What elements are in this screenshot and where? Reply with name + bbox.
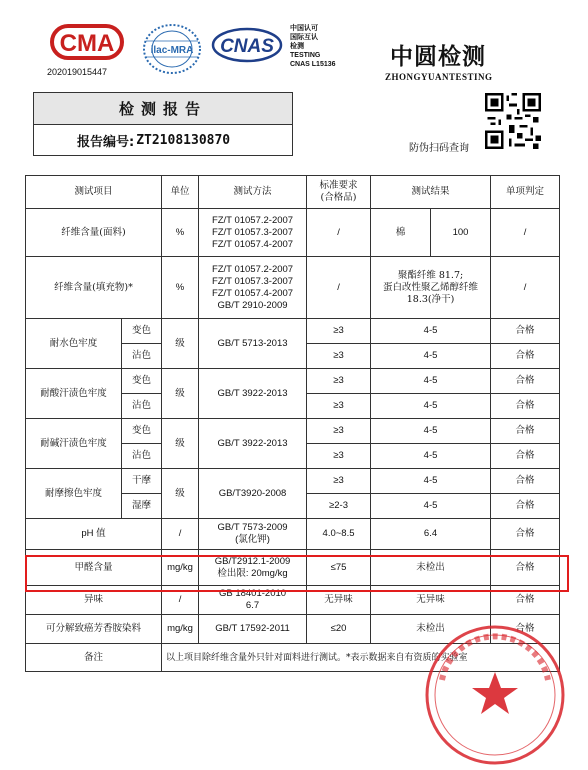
report-number-row	[34, 125, 292, 155]
item-acid-sweat-fastness: 耐酸汗渍色牢度	[26, 369, 122, 419]
requirement-cell: ≥3	[307, 394, 371, 419]
item-fiber-fill: 纤维含量(填充物)*	[26, 257, 162, 319]
judgement-cell: 合格	[491, 319, 560, 344]
report-title: 检测报告	[34, 93, 292, 125]
judgement-cell: 合格	[491, 394, 560, 419]
item-remark: 备注	[26, 644, 162, 672]
report-number-label: 报告编号:	[77, 134, 135, 150]
judgement-cell: 合格	[491, 419, 560, 444]
company-name-en: ZHONGYUANTESTING	[385, 72, 493, 82]
cnas-logo	[211, 27, 283, 63]
method-cell: GB/T2912.1-2009 检出限: 20mg/kg	[199, 550, 307, 586]
judgement-cell: 合格	[491, 494, 560, 519]
result-cell: 4-5	[371, 394, 491, 419]
company-seal-icon	[420, 620, 570, 770]
table-row	[26, 319, 560, 344]
result-cell: 未检出	[371, 550, 491, 586]
judgement-cell: 合格	[491, 444, 560, 469]
requirement-cell: ≥3	[307, 319, 371, 344]
header-unit: 单位	[162, 176, 199, 209]
requirement-cell: ≥3	[307, 469, 371, 494]
sub-item-cell: 变色	[122, 369, 162, 394]
requirement-cell: ≥3	[307, 444, 371, 469]
method-cell: GB/T 3922-2013	[199, 419, 307, 469]
unit-cell: %	[162, 257, 199, 319]
unit-cell: 级	[162, 319, 199, 369]
item-alkali-sweat-fastness: 耐碱汗渍色牢度	[26, 419, 122, 469]
item-rubbing-fastness: 耐摩擦色牢度	[26, 469, 122, 519]
unit-cell: mg/kg	[162, 615, 199, 644]
test-results-table	[25, 175, 560, 672]
judgement-cell: 合格	[491, 615, 560, 644]
result-cell: 4-5	[371, 444, 491, 469]
remark-text: 以上项目除纤维含量外只针对面料进行测试。*表示数据来自有资质的实验室	[162, 644, 560, 672]
requirement-cell: ≥3	[307, 344, 371, 369]
result-cell: 4-5	[371, 494, 491, 519]
unit-cell: 级	[162, 469, 199, 519]
sub-item-cell: 干摩	[122, 469, 162, 494]
judgement-cell: /	[491, 257, 560, 319]
cma-code: 202019015447	[47, 67, 108, 77]
cma-logo-text: CMA	[59, 30, 115, 57]
result-cell: 无异味	[371, 586, 491, 615]
table-row	[26, 519, 560, 550]
sub-item-cell: 变色	[122, 319, 162, 344]
requirement-cell: ≥3	[307, 369, 371, 394]
report-title-box	[33, 92, 293, 156]
requirement-cell: 无异味	[307, 586, 371, 615]
ilac-mra-logo	[140, 23, 204, 75]
method-cell: GB/T 17592-2011	[199, 615, 307, 644]
table-row	[26, 209, 560, 257]
item-formaldehyde: 甲醛含量	[26, 550, 162, 586]
judgement-cell: 合格	[491, 519, 560, 550]
cnas-accreditation-text: 中国认可 国际互认 检测 TESTING CNAS L15136	[290, 25, 336, 68]
result-cell: 6.4	[371, 519, 491, 550]
item-water-fastness: 耐水色牢度	[26, 319, 122, 369]
requirement-cell: /	[307, 209, 371, 257]
sub-item-cell: 沾色	[122, 344, 162, 369]
method-cell: GB/T 5713-2013	[199, 319, 307, 369]
header-requirement: 标准要求 (合格品)	[307, 176, 371, 209]
method-cell: FZ/T 01057.2-2007 FZ/T 01057.3-2007 FZ/T 01057.4-2007 GB/T 2910-2009	[199, 257, 307, 319]
requirement-cell: ≥2-3	[307, 494, 371, 519]
method-cell: FZ/T 01057.2-2007 FZ/T 01057.3-2007 FZ/T 01057.4-2007	[199, 209, 307, 257]
requirement-cell: /	[307, 257, 371, 319]
method-cell: GB/T3920-2008	[199, 469, 307, 519]
sub-item-cell: 变色	[122, 419, 162, 444]
unit-cell: mg/kg	[162, 550, 199, 586]
method-cell: GB/T 3922-2013	[199, 369, 307, 419]
unit-cell: /	[162, 586, 199, 615]
header-judgement: 单项判定	[491, 176, 560, 209]
company-name: 中圆检测	[390, 43, 486, 70]
item-aromatic-amine: 可分解致癌芳香胺染料	[26, 615, 162, 644]
requirement-cell: ≤75	[307, 550, 371, 586]
method-cell: GB/T 7573-2009 (氯化钾)	[199, 519, 307, 550]
judgement-cell: 合格	[491, 344, 560, 369]
method-cell: GB 18401-2010 6.7	[199, 586, 307, 615]
table-row	[26, 419, 560, 444]
judgement-cell: 合格	[491, 369, 560, 394]
judgement-cell: /	[491, 209, 560, 257]
header-test-item: 测试项目	[26, 176, 162, 209]
table-row	[26, 369, 560, 394]
judgement-cell: 合格	[491, 586, 560, 615]
judgement-cell: 合格	[491, 550, 560, 586]
result-cell: 4-5	[371, 469, 491, 494]
requirement-cell: ≤20	[307, 615, 371, 644]
sub-item-cell: 湿摩	[122, 494, 162, 519]
ilac-logo-text: ilac-MRA	[150, 45, 194, 56]
result-cell: 聚酯纤维 81.7; 蛋白改性聚乙烯醇纤维 18.3(净干)	[371, 257, 491, 319]
judgement-cell: 合格	[491, 469, 560, 494]
table-header-row	[26, 176, 560, 209]
result-fiber-name: 棉	[371, 209, 431, 257]
result-cell: 4-5	[371, 344, 491, 369]
cma-logo	[50, 24, 124, 60]
sub-item-cell: 沾色	[122, 394, 162, 419]
report-number: ZT2108130870	[136, 132, 231, 148]
result-cell: 4-5	[371, 319, 491, 344]
requirement-cell: 4.0~8.5	[307, 519, 371, 550]
table-row	[26, 469, 560, 494]
item-odor: 异味	[26, 586, 162, 615]
result-cell: 未检出	[371, 615, 491, 644]
unit-cell: 级	[162, 419, 199, 469]
cnas-logo-text: CNAS	[220, 36, 274, 57]
requirement-cell: ≥3	[307, 419, 371, 444]
result-cell: 4-5	[371, 369, 491, 394]
formaldehyde-highlight-box	[25, 555, 569, 592]
table-row	[26, 257, 560, 319]
header-method: 测试方法	[199, 176, 307, 209]
qr-code[interactable]	[485, 93, 541, 149]
item-ph: pH 值	[26, 519, 162, 550]
unit-cell: %	[162, 209, 199, 257]
unit-cell: 级	[162, 369, 199, 419]
result-fiber-percent: 100	[431, 209, 491, 257]
unit-cell: /	[162, 519, 199, 550]
sub-item-cell: 沾色	[122, 444, 162, 469]
item-fiber-face: 纤维含量(面料)	[26, 209, 162, 257]
scan-to-verify-label: 防伪扫码查询	[409, 143, 469, 154]
result-cell: 4-5	[371, 419, 491, 444]
header-result: 测试结果	[371, 176, 491, 209]
